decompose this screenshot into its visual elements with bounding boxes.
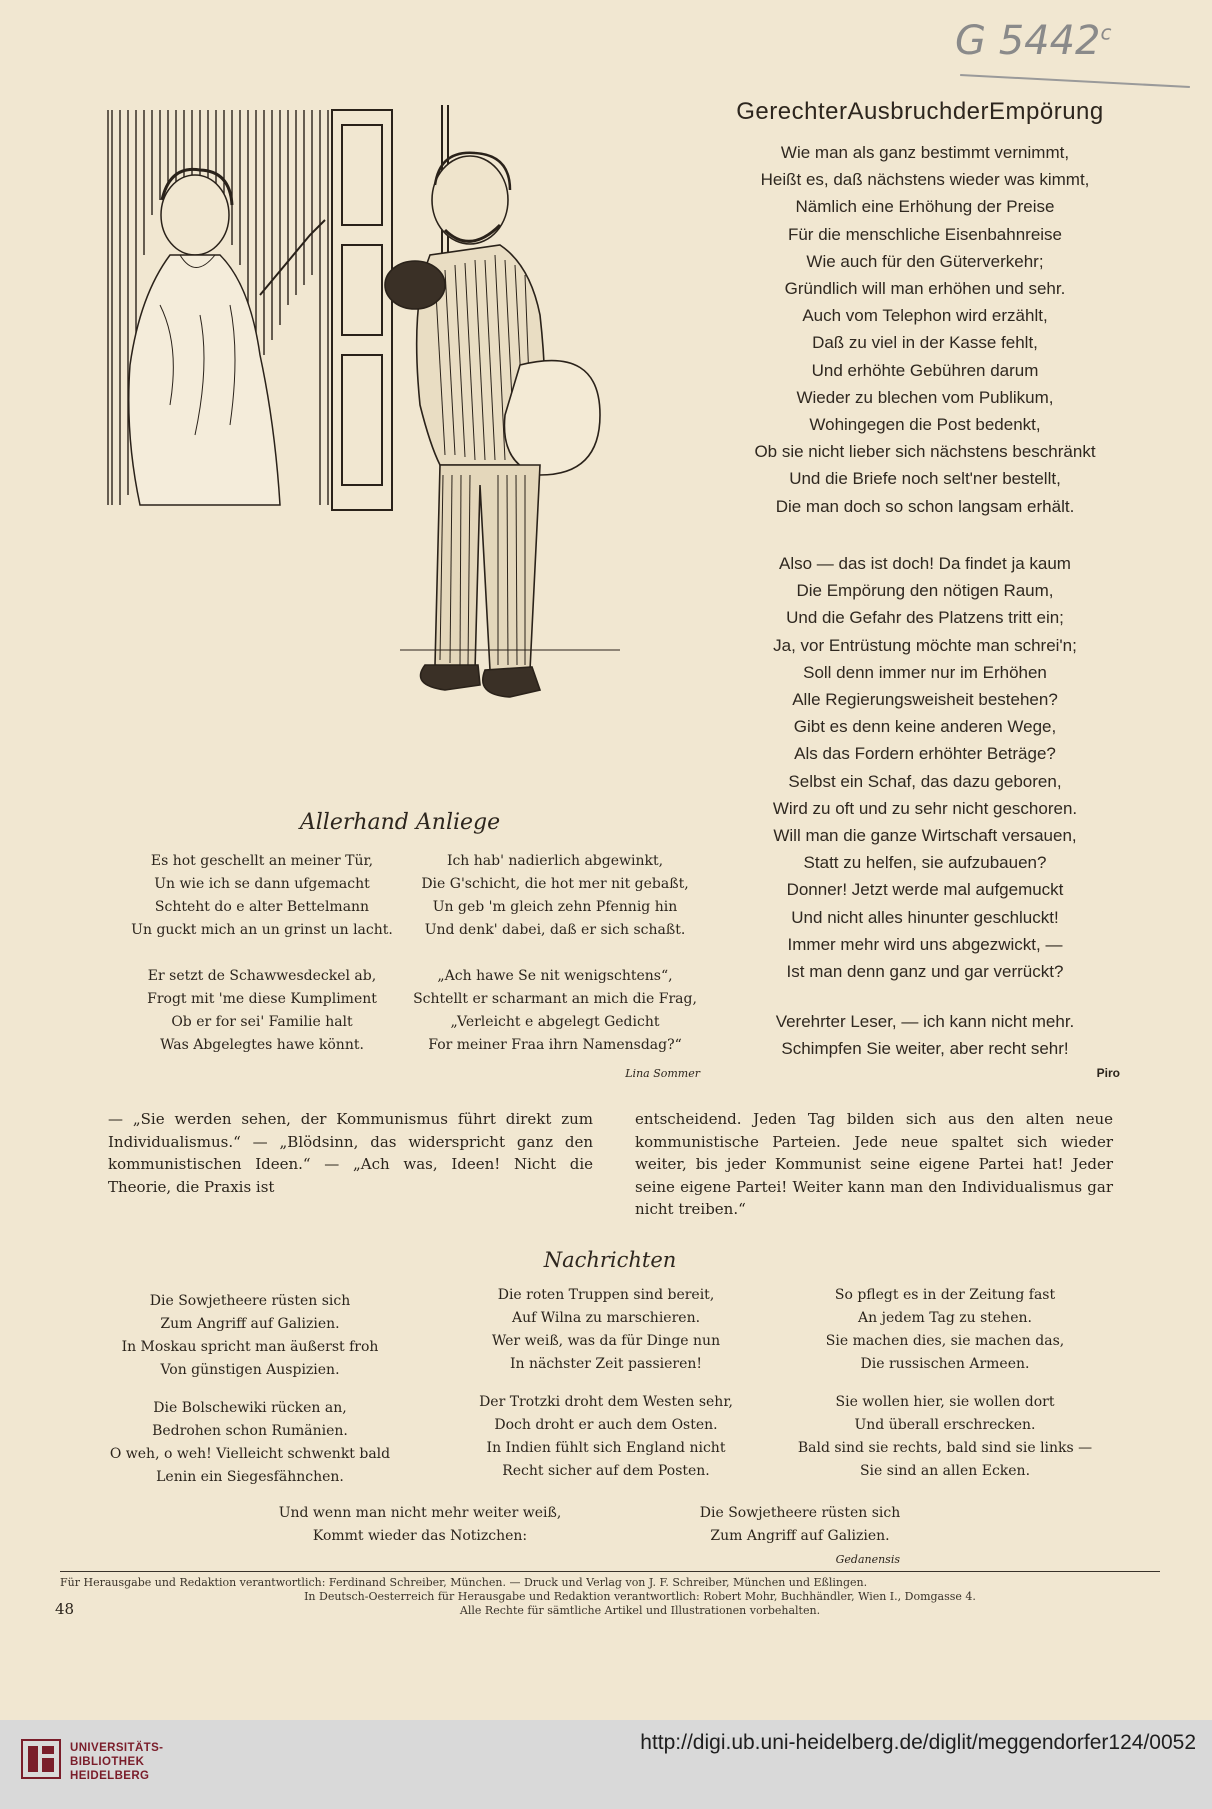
verse-line: Ob er for sei' Familie halt — [171, 1014, 353, 1030]
verse-line: Was Abgelegtes hawe könnt. — [160, 1037, 364, 1053]
verse-line: Gibt es denn keine anderen Wege, — [793, 717, 1057, 737]
verse-line: Die roten Truppen sind bereit, — [497, 1287, 715, 1303]
poem-right-author: Piro — [1096, 1066, 1120, 1080]
nachrichten-col2-s2 — [456, 1391, 756, 1483]
nachrichten-col3-s1 — [780, 1284, 1110, 1376]
verse-line: „Ach hawe Se nit wenigschtens“, — [437, 968, 673, 984]
verse-line: Donner! Jetzt werde mal aufgemuckt — [786, 880, 1064, 900]
verse-line: For meiner Fraa ihrn Namensdag?“ — [428, 1037, 682, 1053]
verse-line: Er setzt de Schawwesdeckel ab, — [147, 968, 377, 984]
beggar-figure — [385, 153, 620, 697]
poem-left-author: Lina Sommer — [625, 1067, 700, 1080]
university-library-logo-icon — [20, 1738, 62, 1780]
poem-right-stanza-2 — [700, 550, 1150, 985]
verse-line: Un wie ich se dann ufgemacht — [154, 876, 370, 892]
verse-line: Die russischen Armeen. — [860, 1356, 1030, 1372]
verse-line: Heißt es, daß nächstens wieder was kimmt, — [760, 170, 1090, 190]
nachrichten-col2-s1 — [456, 1284, 756, 1376]
verse-line: Und denk' dabei, daß er sich schaßt. — [424, 922, 686, 938]
logo-line: HEIDELBERG — [70, 1770, 150, 1782]
prose-left: — „Sie werden sehen, der Kommunismus führt direkt zum Individualismus.“ — „Blödsinn, das widerspricht ganz den kommunistischen Ideen.“ — „Ach was, Ideen! Nicht die Theorie, die Praxis ist — [108, 1110, 593, 1196]
nachrichten-col3-s2 — [780, 1391, 1110, 1483]
verse-line: Ja, vor Entrüstung möchte man schrei'n; — [773, 635, 1077, 655]
verse-line: Alle Regierungsweisheit bestehen? — [792, 690, 1058, 710]
verse-line: Sie wollen hier, sie wollen dort — [835, 1394, 1055, 1410]
verse-line: Statt zu helfen, sie aufzubauen? — [803, 853, 1047, 873]
poem-left-col2-s2 — [405, 965, 705, 1057]
verse-line: Der Trotzki droht dem Westen sehr, — [479, 1394, 733, 1410]
verse-line: Zum Angriff auf Galizien. — [710, 1528, 890, 1544]
verse-line: Die man doch so schon langsam erhält. — [775, 496, 1075, 516]
verse-line: Die Bolschewiki rücken an, — [153, 1400, 347, 1416]
verse-line: Kommt wieder das Notizchen: — [312, 1528, 528, 1544]
verse-line: Soll denn immer nur im Erhöhen — [803, 662, 1047, 682]
poem-left-col2-s1 — [405, 850, 705, 942]
library-logo-text — [70, 1741, 163, 1783]
verse-line: „Verleicht e abgelegt Gedicht — [450, 1014, 660, 1030]
logo-line: UNIVERSITÄTS- — [70, 1742, 164, 1754]
poem-left-col1-s2 — [112, 965, 412, 1057]
verse-line: Un geb 'm gleich zehn Pfennig hin — [432, 899, 678, 915]
verse-line: Immer mehr wird uns abgezwickt, — — [787, 934, 1063, 954]
nachrichten-final-right — [660, 1502, 940, 1548]
verse-line: Recht sicher auf dem Posten. — [502, 1463, 710, 1479]
imprint-line-3: Alle Rechte für sämtliche Artikel und Illustrationen vorbehalten. — [459, 1604, 821, 1617]
verse-line: An jedem Tag zu stehen. — [858, 1310, 1032, 1326]
verse-line: Wieder zu blechen vom Publikum, — [796, 387, 1054, 407]
poem-title-allerhand-anliege: Allerhand Anliege — [299, 810, 501, 835]
verse-line: Wohingegen die Post bedenkt, — [809, 415, 1041, 435]
verse-line: Sie machen dies, sie machen das, — [825, 1333, 1065, 1349]
verse-line: In nächster Zeit passieren! — [509, 1356, 703, 1372]
verse-line: Es hot geschellt an meiner Tür, — [150, 853, 374, 869]
poem-left-col1-s1 — [112, 850, 412, 942]
verse-line: Die Sowjetheere rüsten sich — [699, 1505, 901, 1521]
verse-line: Gründlich will man erhöhen und sehr. — [784, 279, 1066, 299]
poem-title-gerechter-ausbruch: GerechterAusbruchderEmpörung — [736, 98, 1104, 125]
verse-line: Für die menschliche Eisenbahnreise — [787, 224, 1063, 244]
verse-line: Verehrter Leser, — ich kann nicht mehr. — [775, 1012, 1075, 1031]
imprint-rule-top — [60, 1571, 1160, 1572]
verse-line: Auch vom Telephon wird erzählt, — [802, 306, 1048, 326]
source-url-link[interactable]: http://digi.ub.uni-heidelberg.de/diglit/meggendorfer124/0052 — [640, 1731, 1196, 1754]
verse-line: Schimpfen Sie weiter, aber recht sehr! — [781, 1039, 1069, 1059]
nachrichten-title: Nachrichten — [543, 1248, 677, 1272]
nachrichten-final-left — [250, 1502, 590, 1548]
verse-line: Bald sind sie rechts, bald sind sie links — — [797, 1440, 1093, 1456]
verse-line: Lenin ein Siegesfähnchen. — [156, 1469, 344, 1485]
verse-line: Doch droht er auch dem Osten. — [494, 1417, 718, 1433]
verse-line: Und wenn man nicht mehr weiter weiß, — [278, 1505, 562, 1521]
verse-line: O weh, o weh! Vielleicht schwenkt bald — [109, 1446, 391, 1462]
verse-line: Schteht do e alter Bettelmann — [154, 899, 370, 915]
verse-line: Und die Gefahr des Platzens tritt ein; — [786, 608, 1064, 628]
verse-line: Wird zu oft und zu sehr nicht geschoren. — [772, 798, 1078, 818]
verse-line: Und erhöhte Gebühren darum — [811, 360, 1039, 380]
verse-line: Ob sie nicht lieber sich nächstens beschränkt — [754, 442, 1096, 462]
logo-line: BIBLIOTHEK — [70, 1756, 145, 1768]
verse-line: Un guckt mich an un grinst un lacht. — [131, 922, 393, 938]
verse-line: Will man die ganze Wirtschaft versauen, — [773, 826, 1077, 846]
illustration-beggar-at-door — [100, 105, 720, 805]
verse-line: Und die Briefe noch selt'ner bestellt, — [789, 469, 1061, 489]
prose-right: entscheidend. Jeden Tag bilden sich aus den alten neue kommunistische Parteien. Jede neue spaltet sich wieder weiter, bis jeder Kommunist seine eigene Partei hat! Jeder seine eigene Partei! Weiter kann man den Individualismus gar nicht treiben.“ — [635, 1110, 1113, 1218]
verse-line: Von günstigen Auspizien. — [160, 1362, 340, 1378]
verse-line: In Indien fühlt sich England nicht — [486, 1440, 726, 1456]
verse-line: In Moskau spricht man äußerst froh — [121, 1339, 379, 1355]
verse-line: Frogt mit 'me diese Kumpliment — [147, 991, 377, 1007]
verse-line: Ich hab' nadierlich abgewinkt, — [446, 853, 664, 869]
verse-line: Selbst ein Schaf, das dazu geboren, — [788, 771, 1062, 791]
archive-underline — [960, 74, 1190, 88]
nachrichten-author: Gedanensis — [835, 1553, 900, 1566]
verse-line: Als das Fordern erhöhter Beträge? — [794, 744, 1056, 764]
verse-line: Nämlich eine Erhöhung der Preise — [795, 197, 1055, 217]
verse-line: Ist man denn ganz und gar verrückt? — [786, 962, 1064, 982]
verse-line: So pflegt es in der Zeitung fast — [834, 1287, 1056, 1303]
imprint-line-1: Für Herausgabe und Redaktion verantwortlich: Ferdinand Schreiber, München. — Druck und Verlag von J. F. Schreiber, München und Eßlingen. — [60, 1576, 868, 1589]
poem-right-stanza-1 — [700, 139, 1150, 520]
verse-line: Und überall erschrecken. — [854, 1417, 1036, 1433]
verse-line: Schtellt er scharmant an mich die Frag, — [413, 991, 697, 1007]
page-number: 48 — [55, 1600, 75, 1618]
verse-line: Wer weiß, was da für Dinge nun — [491, 1333, 721, 1349]
verse-line: Und nicht alles hinunter geschluckt! — [791, 907, 1059, 927]
verse-line: Bedrohen schon Rumänien. — [152, 1423, 348, 1439]
verse-line: Wie auch für den Güterverkehr; — [806, 251, 1044, 271]
nachrichten-col1-s1 — [100, 1290, 400, 1382]
verse-line: Daß zu viel in der Kasse fehlt, — [812, 333, 1038, 353]
poem-right-stanza-3 — [700, 1008, 1150, 1062]
verse-line: Sie sind an allen Ecken. — [859, 1463, 1031, 1479]
verse-line: Also — das ist doch! Da findet ja kaum — [779, 554, 1071, 573]
verse-line: Die G'schicht, die hot mer nit gebaßt, — [421, 876, 689, 892]
verse-line: Wie man als ganz bestimmt vernimmt, — [780, 143, 1070, 162]
nachrichten-col1-s2 — [100, 1397, 400, 1489]
imprint-line-2: In Deutsch-Oesterreich für Herausgabe und Redaktion verantwortlich: Robert Mohr, Buchhändler, Wien I., Domgasse 4. — [304, 1590, 976, 1603]
verse-line: Zum Angriff auf Galizien. — [160, 1316, 340, 1332]
verse-line: Die Empörung den nötigen Raum, — [796, 581, 1054, 601]
verse-line: Auf Wilna zu marschieren. — [511, 1310, 701, 1326]
verse-line: Die Sowjetheere rüsten sich — [149, 1293, 351, 1309]
archive-mark: G 5442$^c$ — [955, 18, 1112, 64]
